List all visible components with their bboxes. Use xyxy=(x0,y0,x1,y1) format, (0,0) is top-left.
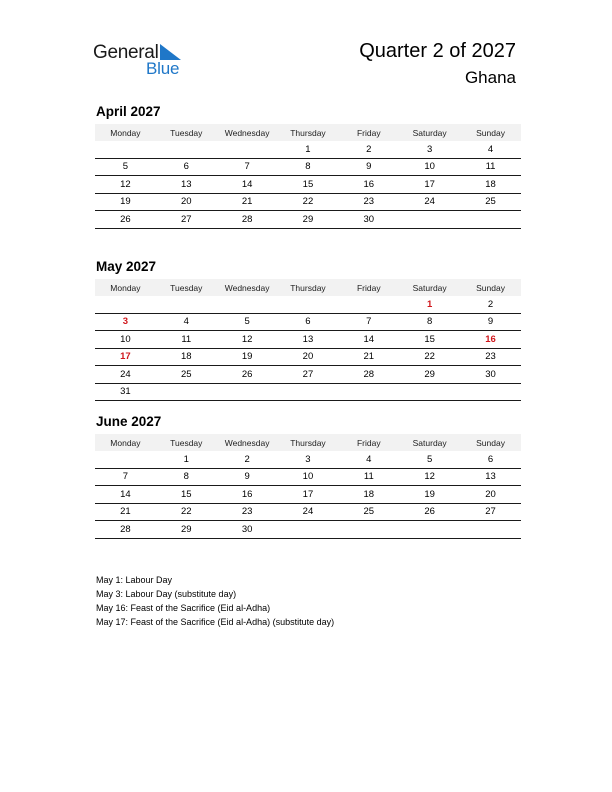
weekday-header: Saturday xyxy=(399,124,460,141)
day-cell: 27 xyxy=(460,503,521,521)
day-cell: 10 xyxy=(399,158,460,176)
week-row xyxy=(95,366,521,384)
week-row xyxy=(95,158,521,176)
day-cell xyxy=(95,451,156,468)
weekday-header: Wednesday xyxy=(217,124,278,141)
weekday-header: Tuesday xyxy=(156,434,217,451)
day-cell: 7 xyxy=(95,468,156,486)
day-cell: 5 xyxy=(399,451,460,468)
month-june xyxy=(95,414,521,539)
holiday-note: May 3: Labour Day (substitute day) xyxy=(96,589,237,599)
day-cell: 14 xyxy=(338,331,399,349)
day-cell: 14 xyxy=(95,486,156,504)
day-cell xyxy=(399,211,460,229)
weekday-header: Thursday xyxy=(278,124,339,141)
day-cell xyxy=(278,521,339,539)
day-cell: 7 xyxy=(338,313,399,331)
day-cell: 2 xyxy=(460,296,521,313)
day-cell: 31 xyxy=(95,383,156,401)
weekday-header: Tuesday xyxy=(156,124,217,141)
day-cell xyxy=(338,383,399,401)
week-row xyxy=(95,176,521,194)
day-cell: 13 xyxy=(156,176,217,194)
day-cell: 1 xyxy=(278,141,339,158)
day-cell: 8 xyxy=(156,468,217,486)
day-cell: 28 xyxy=(338,366,399,384)
day-cell: 6 xyxy=(460,451,521,468)
day-cell xyxy=(399,521,460,539)
day-cell: 28 xyxy=(217,211,278,229)
day-cell xyxy=(460,211,521,229)
day-cell xyxy=(95,141,156,158)
day-cell: 28 xyxy=(95,521,156,539)
day-cell xyxy=(460,383,521,401)
day-cell: 14 xyxy=(217,176,278,194)
day-cell: 21 xyxy=(338,348,399,366)
page-title: Quarter 2 of 2027 xyxy=(359,40,516,62)
week-row xyxy=(95,451,521,468)
day-cell: 29 xyxy=(156,521,217,539)
calendar-table xyxy=(95,279,521,401)
day-cell: 16 xyxy=(217,486,278,504)
day-cell: 19 xyxy=(217,348,278,366)
day-cell: 21 xyxy=(95,503,156,521)
week-row xyxy=(95,348,521,366)
week-row xyxy=(95,211,521,229)
day-cell: 22 xyxy=(156,503,217,521)
day-cell: 1 xyxy=(156,451,217,468)
day-cell: 4 xyxy=(156,313,217,331)
day-cell: 1 xyxy=(399,296,460,313)
day-cell: 5 xyxy=(95,158,156,176)
day-cell: 25 xyxy=(460,193,521,211)
day-cell: 18 xyxy=(338,486,399,504)
day-cell xyxy=(278,296,339,313)
day-cell xyxy=(95,296,156,313)
weekday-header: Sunday xyxy=(460,124,521,141)
day-cell: 11 xyxy=(460,158,521,176)
day-cell: 2 xyxy=(217,451,278,468)
week-row xyxy=(95,383,521,401)
week-row xyxy=(95,468,521,486)
day-cell: 13 xyxy=(278,331,339,349)
day-cell: 4 xyxy=(460,141,521,158)
day-cell: 26 xyxy=(399,503,460,521)
day-cell: 11 xyxy=(338,468,399,486)
weekday-header: Wednesday xyxy=(217,434,278,451)
day-cell: 9 xyxy=(338,158,399,176)
day-cell: 3 xyxy=(95,313,156,331)
day-cell xyxy=(217,141,278,158)
day-cell xyxy=(217,296,278,313)
weekday-header: Sunday xyxy=(460,279,521,296)
day-cell xyxy=(156,296,217,313)
day-cell: 22 xyxy=(278,193,339,211)
week-row xyxy=(95,503,521,521)
holiday-note: May 16: Feast of the Sacrifice (Eid al-Adha) xyxy=(96,603,271,613)
weekday-header: Saturday xyxy=(399,279,460,296)
day-cell: 30 xyxy=(460,366,521,384)
month-title: June 2027 xyxy=(96,414,162,429)
day-cell: 23 xyxy=(217,503,278,521)
brand-general-text: General xyxy=(93,42,159,63)
day-cell: 6 xyxy=(156,158,217,176)
day-cell: 4 xyxy=(338,451,399,468)
day-cell xyxy=(217,383,278,401)
day-cell: 21 xyxy=(217,193,278,211)
day-cell: 12 xyxy=(217,331,278,349)
day-cell: 15 xyxy=(399,331,460,349)
day-cell: 10 xyxy=(95,331,156,349)
weekday-header: Monday xyxy=(95,279,156,296)
holiday-notes xyxy=(96,573,334,629)
day-cell: 9 xyxy=(460,313,521,331)
day-cell: 19 xyxy=(399,486,460,504)
day-cell: 25 xyxy=(338,503,399,521)
day-cell: 13 xyxy=(460,468,521,486)
day-cell: 23 xyxy=(338,193,399,211)
day-cell: 2 xyxy=(338,141,399,158)
day-cell: 11 xyxy=(156,331,217,349)
day-cell: 26 xyxy=(95,211,156,229)
weekday-header: Thursday xyxy=(278,434,339,451)
day-cell: 24 xyxy=(95,366,156,384)
brand-logo xyxy=(93,42,193,78)
week-row xyxy=(95,193,521,211)
calendar-table xyxy=(95,124,521,229)
month-title: April 2027 xyxy=(96,104,161,119)
week-row xyxy=(95,296,521,313)
weekday-header: Sunday xyxy=(460,434,521,451)
day-cell: 12 xyxy=(399,468,460,486)
day-cell: 26 xyxy=(217,366,278,384)
week-row xyxy=(95,331,521,349)
day-cell: 17 xyxy=(399,176,460,194)
week-row xyxy=(95,521,521,539)
day-cell: 15 xyxy=(278,176,339,194)
day-cell: 27 xyxy=(278,366,339,384)
holiday-note: May 1: Labour Day xyxy=(96,575,173,585)
day-cell: 27 xyxy=(156,211,217,229)
day-cell xyxy=(399,383,460,401)
day-cell xyxy=(156,141,217,158)
country-name: Ghana xyxy=(464,68,516,87)
week-row xyxy=(95,141,521,158)
day-cell: 6 xyxy=(278,313,339,331)
day-cell: 19 xyxy=(95,193,156,211)
day-cell: 29 xyxy=(399,366,460,384)
day-cell: 16 xyxy=(460,331,521,349)
day-cell: 24 xyxy=(278,503,339,521)
day-cell: 10 xyxy=(278,468,339,486)
day-cell: 16 xyxy=(338,176,399,194)
month-may xyxy=(95,259,521,401)
day-cell: 24 xyxy=(399,193,460,211)
day-cell: 9 xyxy=(217,468,278,486)
week-row xyxy=(95,486,521,504)
day-cell: 20 xyxy=(156,193,217,211)
weekday-header: Friday xyxy=(338,124,399,141)
day-cell: 20 xyxy=(278,348,339,366)
weekday-header: Friday xyxy=(338,434,399,451)
day-cell: 3 xyxy=(278,451,339,468)
day-cell xyxy=(278,383,339,401)
day-cell: 18 xyxy=(460,176,521,194)
brand-blue-text: Blue xyxy=(146,59,180,78)
day-cell: 8 xyxy=(399,313,460,331)
weekday-header: Tuesday xyxy=(156,279,217,296)
day-cell: 15 xyxy=(156,486,217,504)
day-cell: 8 xyxy=(278,158,339,176)
week-row xyxy=(95,313,521,331)
day-cell: 12 xyxy=(95,176,156,194)
weekday-header: Wednesday xyxy=(217,279,278,296)
day-cell xyxy=(156,383,217,401)
holiday-note: May 17: Feast of the Sacrifice (Eid al-Adha) (substitute day) xyxy=(96,617,335,627)
day-cell: 17 xyxy=(95,348,156,366)
day-cell xyxy=(460,521,521,539)
day-cell: 25 xyxy=(156,366,217,384)
day-cell: 22 xyxy=(399,348,460,366)
calendar-table xyxy=(95,434,521,539)
day-cell: 5 xyxy=(217,313,278,331)
day-cell: 29 xyxy=(278,211,339,229)
day-cell: 3 xyxy=(399,141,460,158)
weekday-header: Saturday xyxy=(399,434,460,451)
weekday-header: Thursday xyxy=(278,279,339,296)
day-cell: 20 xyxy=(460,486,521,504)
weekday-header: Monday xyxy=(95,124,156,141)
day-cell xyxy=(338,521,399,539)
day-cell xyxy=(338,296,399,313)
day-cell: 17 xyxy=(278,486,339,504)
day-cell: 23 xyxy=(460,348,521,366)
day-cell: 7 xyxy=(217,158,278,176)
weekday-header: Monday xyxy=(95,434,156,451)
day-cell: 30 xyxy=(217,521,278,539)
day-cell: 18 xyxy=(156,348,217,366)
day-cell: 30 xyxy=(338,211,399,229)
weekday-header: Friday xyxy=(338,279,399,296)
month-april xyxy=(95,104,521,229)
month-title: May 2027 xyxy=(96,259,157,274)
